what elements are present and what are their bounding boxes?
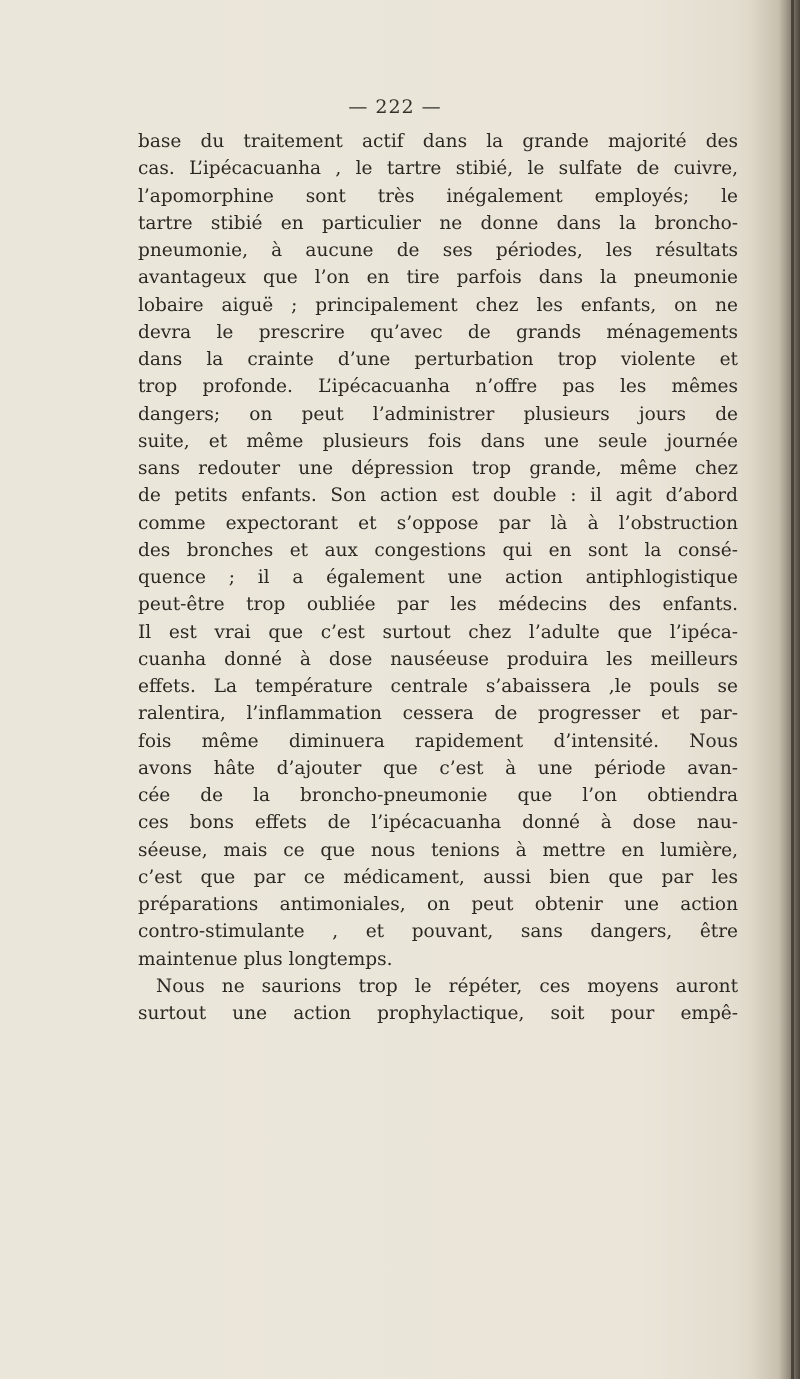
text-line: Il est vrai que c’est surtout chez l’adulte que l’ipéca- [138,621,738,643]
page-number: — 222 — [348,96,442,118]
text-line: cas. L’ipécacuanha , le tartre stibié, le sulfate de cuivre, [138,158,738,180]
text-line: c’est que par ce médicament, aussi bien que par les [138,866,738,888]
text-line: avons hâte d’ajouter que c’est à une période avan- [138,757,738,779]
text-line-paragraph-end: maintenue plus longtemps. [138,948,393,970]
binding-edge [791,0,794,1379]
text-line: préparations antimoniales, on peut obtenir une action [138,894,738,915]
text-line: séeuse, mais ce que nous tenions à mettre en lumière, [138,839,738,861]
text-line: devra le prescrire qu’avec de grands ménagements [138,321,738,343]
text-line-paragraph-start: Nous ne saurions trop le répéter, ces moyens auront [156,975,738,997]
text-line: ralentira, l’inflammation cessera de progresser et par- [138,703,738,725]
text-line: des bronches et aux congestions qui en sont la consé- [138,539,738,561]
body-text [138,128,738,1027]
text-line: cée de la broncho-pneumonie que l’on obtiendra [138,785,738,806]
text-line: fois même diminuera rapidement d’intensité. Nous [138,730,738,752]
text-line: surtout une action prophylactique, soit pour empê- [138,1003,738,1024]
text-line: trop profonde. L’ipécacuanha n’offre pas les mêmes [138,376,738,398]
text-line: peut-être trop oubliée par les médecins des enfants. [138,594,738,616]
text-line: sans redouter une dépression trop grande, même chez [138,458,738,479]
text-line: ces bons effets de l’ipécacuanha donné à dose nau- [138,812,738,834]
text-line: dangers; on peut l’administrer plusieurs jours de [138,403,738,425]
text-line: comme expectorant et s’oppose par là à l’obstruction [138,512,738,534]
text-line: lobaire aiguë ; principalement chez les enfants, on ne [138,294,738,316]
text-line: base du traitement actif dans la grande majorité des [138,131,738,152]
text-line: l’apomorphine sont très inégalement employés; le [138,185,738,207]
text-line: contro-stimulante , et pouvant, sans dangers, être [138,921,738,943]
text-line: dans la crainte d’une perturbation trop violente et [138,349,738,370]
text-line: pneumonie, à aucune de ses périodes, les résultats [138,240,738,261]
text-line: cuanha donné à dose nauséeuse produira les meilleurs [138,648,738,670]
text-line: tartre stibié en particulier ne donne dans la broncho- [138,212,738,234]
text-line: effets. La température centrale s’abaissera ,le pouls se [138,676,738,697]
text-line: de petits enfants. Son action est double : il agit d’abord [138,485,738,507]
text-line: quence ; il a également une action antiphlogistique [138,567,738,588]
text-line: avantageux que l’on en tire parfois dans la pneumonie [138,267,738,289]
text-line: suite, et même plusieurs fois dans une seule journée [138,430,738,452]
